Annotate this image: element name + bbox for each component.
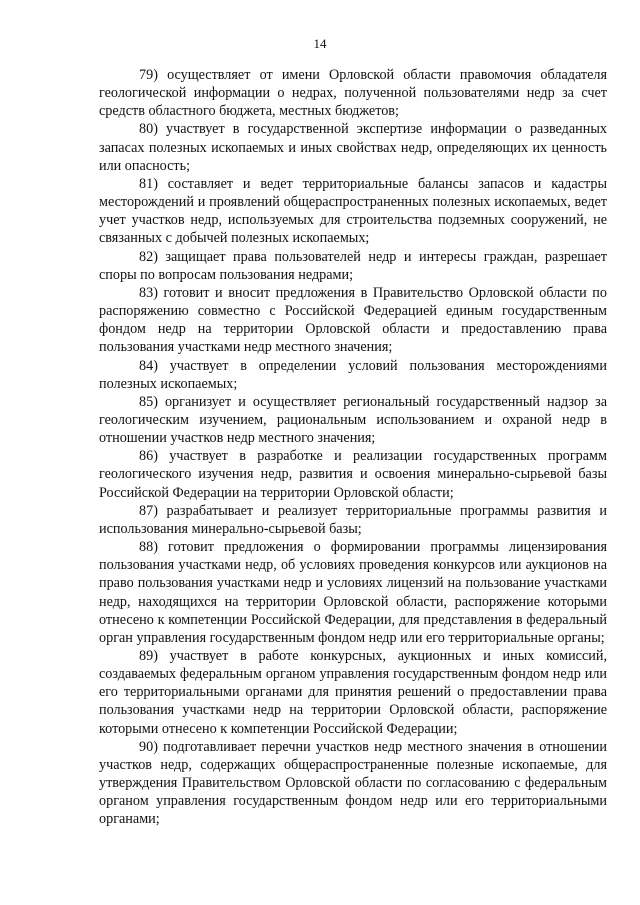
paragraph-88: 88) готовит предложения о формировании программы лицензирования пользования участками недр, об условиях проведения конкурсов или аукционов на право пользования участками недр и условиях лицензий на пользование участками недр, находящихся на территории Орловской области, распоряжение которыми отнесено к компетенции Российской Федерации, для представления в федеральный орган управления государственным фондом недр или его территориальные органы;	[99, 539, 607, 646]
paragraph-86: 86) участвует в разработке и реализации государственных программ геологического изучения недр, развития и освоения минерально-сырьевой базы Российской Федерации на территории Орловской области;	[99, 448, 607, 501]
paragraph-84: 84) участвует в определении условий пользования месторождениями полезных ископаемых;	[99, 357, 607, 392]
paragraph-85: 85) организует и осуществляет региональный государственный надзор за геологическим изучением, рациональным использованием и охраной недр в отношении участков недр местного значения;	[99, 393, 607, 447]
paragraph-80: 80) участвует в государственной экспертизе информации о разведанных запасах полезных ископаемых и иных свойствах недр, определяющих их ценность или опасность;	[99, 121, 607, 174]
paragraph-90: 90) подготавливает перечни участков недр местного значения в отношении участков недр, содержащих общераспространенные полезные ископаемые, для утверждения Правительством Орловской области по согласованию с федеральным органом управления государственным фондом недр или его территориальными органами;	[99, 738, 607, 828]
paragraph-87: 87) разрабатывает и реализует территориальные программы развития и использования минерально-сырьевой базы;	[99, 502, 607, 537]
paragraph-82: 82) защищает права пользователей недр и интересы граждан, разрешает споры по вопросам пользования недрами;	[99, 248, 607, 283]
paragraph-79: 79) осуществляет от имени Орловской области правомочия обладателя геологической информации о недрах, полученной пользователями недр за счет средств областного бюджета, местных бюджетов;	[99, 67, 607, 120]
paragraph-83: 83) готовит и вносит предложения в Правительство Орловской области по распоряжению совместно с Российской Федерацией единым государственным фондом недр на территории Орловской области и предоставлению права пользования участками недр местного значения;	[99, 284, 607, 356]
paragraph-89: 89) участвует в работе конкурсных, аукционных и иных комиссий, создаваемых федеральным органом управления государственным фондом недр или его территориальными органами для принятия решений о предоставлении права пользования участками недр на территории Орловской области, распоряжение которыми отнесено к компетенции Российской Федерации;	[99, 648, 607, 737]
document-body	[99, 66, 607, 829]
page-number: 14	[313, 36, 327, 51]
paragraph-81: 81) составляет и ведет территориальные балансы запасов и кадастры месторождений и проявлений общераспространенных полезных ископаемых, ведет учет участков недр, используемых для строительства подземных сооружений, не связанных с добычей полезных ископаемых;	[99, 175, 607, 247]
